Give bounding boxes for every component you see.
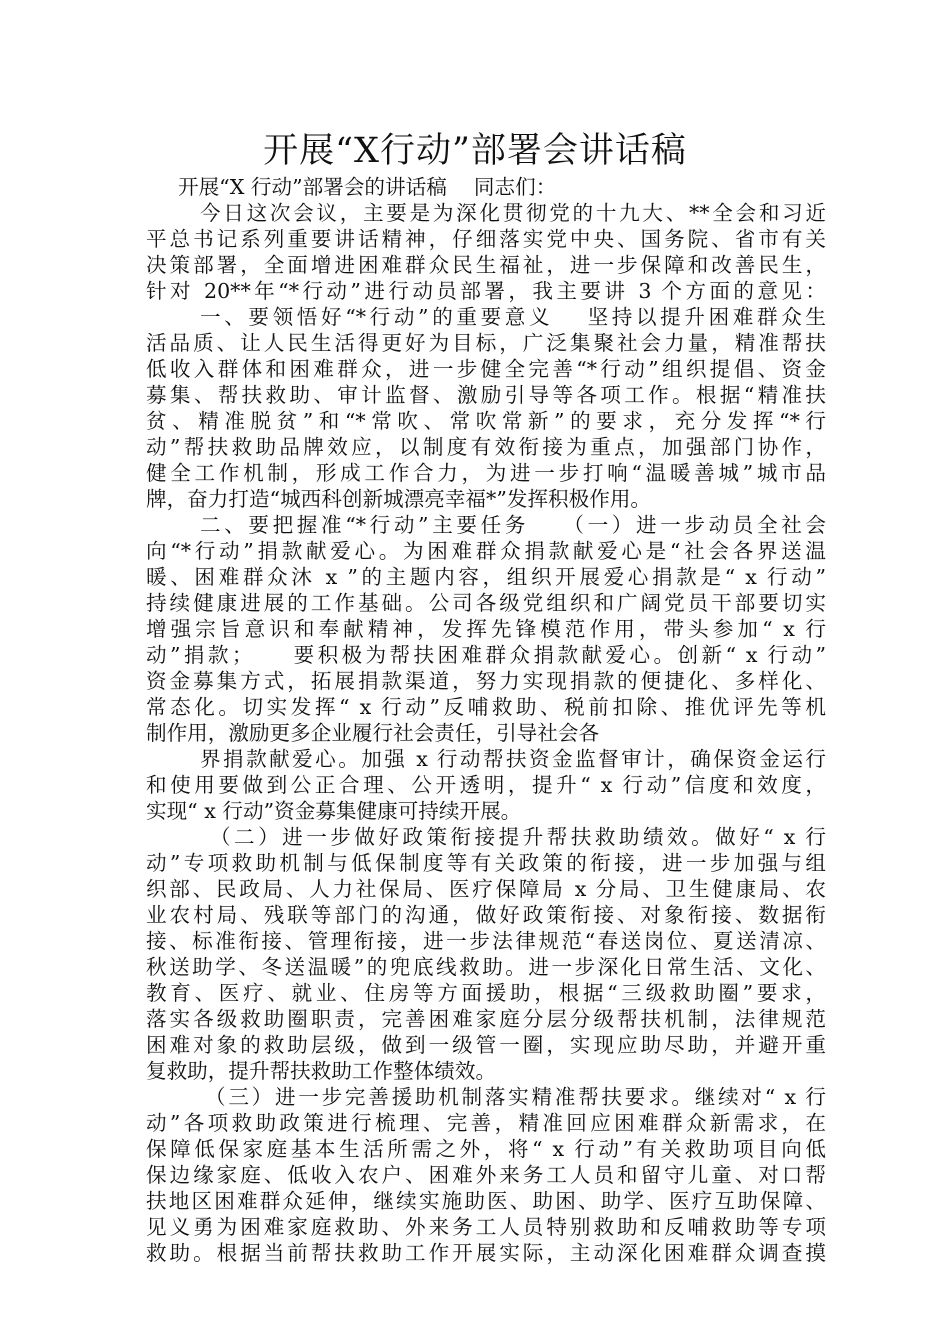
text-line: 见义勇为困难家庭救助、外来务工人员特别救助和反哺救助等专项 — [146, 1215, 826, 1239]
text-line: 针对 20**年“*行动”进行动员部署，我主要讲 3 个方面的意见： — [146, 279, 826, 303]
text-line: 接、标准衔接、管理衔接，进一步法律规范“春送岗位、夏送清凉、 — [146, 929, 826, 953]
text-line: 动”帮扶救助品牌效应，以制度有效衔接为重点，加强部门协作， — [146, 435, 826, 459]
text-line: 动”专项救助机制与低保制度等有关政策的衔接，进一步加强与组 — [146, 851, 826, 875]
text-line: 增强宗旨意识和奉献精神，发挥先锋模范作用，带头参加“ x 行 — [146, 617, 826, 641]
text-line: 教育、医疗、就业、住房等方面援助，根据“三级救助圈”要求， — [146, 981, 826, 1005]
text-line: 决策部署，全面增进困难群众民生福祉，进一步保障和改善民生， — [146, 253, 826, 277]
text-line: 贫、精准脱贫”和“*常吹、常吹常新”的要求，充分发挥“*行 — [146, 409, 826, 433]
text-line: 扶地区困难群众延伸，继续实施助医、助困、助学、医疗互助保障、 — [146, 1189, 826, 1213]
text-line: 业农村局、残联等部门的沟通，做好政策衔接、对象衔接、数据衔 — [146, 903, 826, 927]
text-line: 持续健康进展的工作基础。公司各级党组织和广阔党员干部要切实 — [146, 591, 826, 615]
text-line: 保边缘家庭、低收入农户、困难外来务工人员和留守儿童、对口帮 — [146, 1163, 826, 1187]
text-line: 常态化。切实发挥“ x 行动”反哺救助、税前扣除、推优评先等机 — [146, 695, 826, 719]
text-line: 制作用，激励更多企业履行社会责任，引导社会各 — [146, 721, 600, 745]
text-line: 秋送助学、冬送温暖”的兜底线救助。进一步深化日常生活、文化、 — [146, 955, 826, 979]
text-line: 复救助，提升帮扶救助工作整体绩效。 — [146, 1059, 497, 1083]
text-line: 向“*行动”捐款献爱心。为困难群众捐款献爱心是“社会各界送温 — [146, 539, 826, 563]
document-title: 开展“X行动”部署会讲话稿 — [263, 131, 687, 171]
text-line: 二、要把握准“*行动”主要任务 （一）进一步动员全社会 — [200, 513, 826, 537]
text-line: 困难对象的救助层级，做到一级管一圈，实现应助尽助，并避开重 — [146, 1033, 826, 1057]
text-line: 牌，奋力打造“城西科创新城漂亮幸福*”发挥积极作用。 — [146, 487, 652, 511]
text-line: （三）进一步完善援助机制落实精准帮扶要求。继续对“ x 行 — [205, 1085, 826, 1109]
text-line: 和使用要做到公正合理、公开透明，提升“ x 行动”信度和效度， — [146, 773, 826, 797]
text-line: 救助。根据当前帮扶救助工作开展实际，主动深化困难群众调查摸 — [146, 1241, 826, 1265]
text-line: 资金募集方式，拓展捐款渠道，努力实现捐款的便捷化、多样化、 — [146, 669, 826, 693]
text-line: 活品质、让人民生活得更好为目标，广泛集聚社会力量，精准帮扶 — [146, 331, 826, 355]
text-line: 保障低保家庭基本生活所需之外，将“ x 行动”有关救助项目向低 — [146, 1137, 826, 1161]
text-line: 织部、民政局、人力社保局、医疗保障局 x 分局、卫生健康局、农 — [146, 877, 826, 901]
text-line: 实现“ x 行动”资金募集健康可持续开展。 — [146, 799, 522, 823]
text-line: 暖、困难群众沐 x ”的主题内容，组织开展爱心捐款是“ x 行动” — [146, 565, 826, 589]
text-line: 募集、帮扶救助、审计监督、激励引导等各项工作。根据“精准扶 — [146, 383, 826, 407]
text-line: 开展“X 行动”部署会的讲话稿 同志们： — [178, 175, 557, 199]
text-line: 动”各项救助政策进行梳理、完善，精准回应困难群众新需求，在 — [146, 1111, 826, 1135]
text-line: 落实各级救助圈职责，完善困难家庭分层分级帮扶机制，法律规范 — [146, 1007, 826, 1031]
text-line: 低收入群体和困难群众，进一步健全完善“*行动”组织提倡、资金 — [146, 357, 826, 381]
text-line: 健全工作机制，形成工作合力，为进一步打响“温暖善城”城市品 — [146, 461, 826, 485]
text-line: 界捐款献爱心。加强 x 行动帮扶资金监督审计，确保资金运行 — [200, 747, 826, 771]
text-line: 平总书记系列重要讲话精神，仔细落实党中央、国务院、省市有关 — [146, 227, 826, 251]
text-line: （二）进一步做好政策衔接提升帮扶救助绩效。做好“ x 行 — [210, 825, 826, 849]
text-line: 动”捐款； 要积极为帮扶困难群众捐款献爱心。创新“ x 行动” — [146, 643, 826, 667]
text-line: 今日这次会议，主要是为深化贯彻党的十九大、**全会和习近 — [200, 201, 826, 225]
text-line: 一、要领悟好“*行动”的重要意义 坚持以提升困难群众生 — [200, 305, 826, 329]
